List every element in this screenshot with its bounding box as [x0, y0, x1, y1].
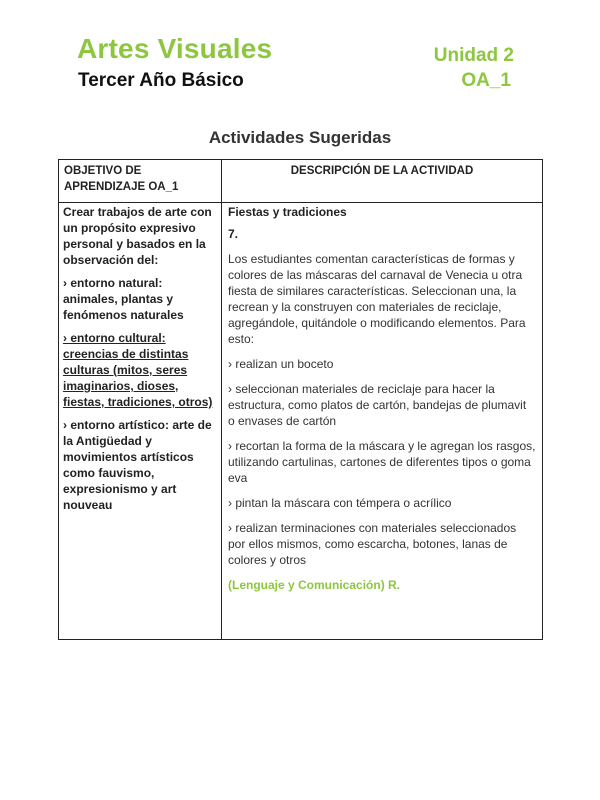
objective-artistic: › entorno artístico: arte de la Antigüedad y movimientos artísticos como fauvismo, expresionismo y art nouveau [63, 418, 212, 512]
grade-subtitle: Tercer Año Básico [78, 70, 244, 91]
activity-number: 7. [228, 227, 239, 241]
activity-step: › seleccionan materiales de reciclaje para hacer la estructura, como platos de cartón, bandejas de plumavit o envases de cartón [228, 382, 527, 428]
objective-cultural: › entorno cultural: creencias de distintas culturas (mitos, seres imaginarios, dioses, fiestas, tradiciones, otros) [63, 331, 213, 409]
cross-curricular-link: (Lenguaje y Comunicación) R. [228, 578, 401, 592]
subject-title: Artes Visuales [77, 33, 273, 64]
activity-step: › pintan la máscara con témpera o acrílico [228, 496, 452, 510]
activity-step: › realizan un boceto [228, 357, 334, 371]
unit-label: Unidad 2 [433, 45, 514, 66]
objective-natural: › entorno natural: animales, plantas y fenómenos naturales [63, 276, 184, 322]
activities-table [58, 159, 543, 640]
objective-cell [59, 203, 222, 639]
activity-title: Fiestas y tradiciones [228, 205, 347, 219]
objective-intro: Crear trabajos de arte con un propósito expresivo personal y basados en la observación del: [63, 205, 212, 267]
activity-column-header: DESCRIPCIÓN DE LA ACTIVIDAD [222, 160, 542, 203]
activity-step: › realizan terminaciones con materiales seleccionados por ellos mismos, como escarcha, botones, lanas de colores y otros [228, 521, 517, 567]
activity-step: › recortan la forma de la máscara y le agregan los rasgos, utilizando cartulinas, cartones de diferentes tipos o goma eva [228, 439, 536, 485]
objective-code: OA_1 [461, 70, 511, 91]
section-title: Actividades Sugeridas [208, 128, 392, 147]
activity-cell [222, 203, 542, 639]
objective-column-header: OBJETIVO DE APRENDIZAJE OA_1 [59, 160, 222, 203]
activity-description: Los estudiantes comentan características de formas y colores de las máscaras del carnaval de Venecia u otra fiesta de similares características. Seleccionan una, la recrean y la construyen con materiales de reciclaje, agregándole, quitándole o modificando elementos. Para esto: [228, 252, 526, 346]
